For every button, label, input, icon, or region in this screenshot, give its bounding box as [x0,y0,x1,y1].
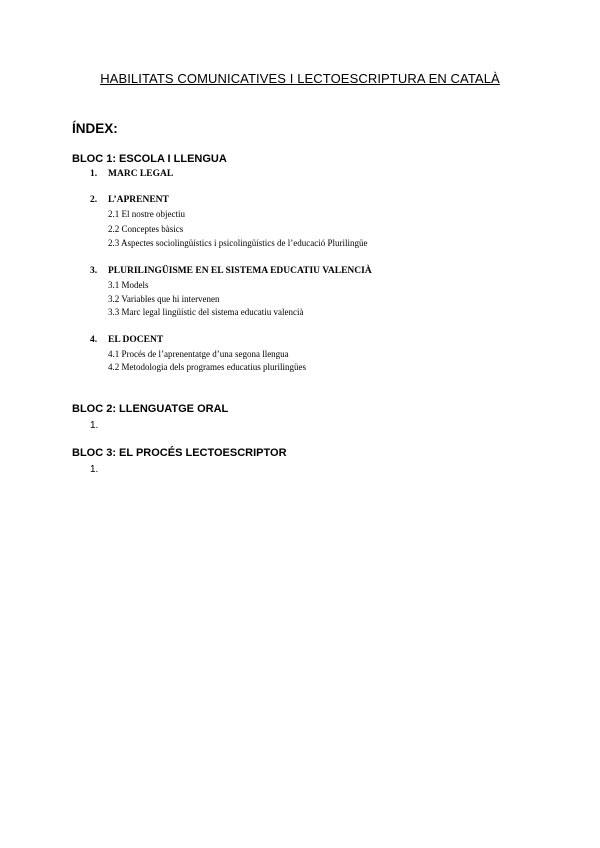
subitem: 2.3 Aspectes sociolingüístics i psicolingüístics de l’educació Plurilingüe [108,238,368,248]
item-label: EL DOCENT [108,335,164,345]
subitem: 4.1 Procés de l’aprenentatge d’una segona llengua [108,349,289,359]
item-label: L’APRENENT [108,195,169,205]
bloc-1-item-1 [90,169,173,179]
document-title: HABILITATS COMUNICATIVES I LECTOESCRIPTURA EN CATALÀ [100,71,500,86]
item-number: 3. [90,266,98,276]
item-number: 4. [90,335,98,345]
subitem: 3.2 Variables que hi intervenen [108,294,220,304]
bloc-1-item-4 [90,335,163,345]
bloc-2-heading: BLOC 2: LLENGUATGE ORAL [72,403,229,415]
bloc-1-item-3 [90,266,372,276]
item-label: PLURILINGÜISME EN EL SISTEMA EDUCATIU VALENCIÀ [108,266,372,276]
bloc-2-item-1: 1. [90,420,99,431]
index-heading: ÍNDEX: [72,121,118,136]
bloc-3-item-1: 1. [90,464,99,475]
bloc-1-heading: BLOC 1: ESCOLA I LLENGUA [72,153,227,165]
bloc-3-heading: BLOC 3: EL PROCÉS LECTOESCRIPTOR [72,447,287,459]
item-number: 1. [90,169,98,179]
subitem: 3.3 Marc legal lingüístic del sistema educatiu valencià [108,307,304,317]
subitem: 2.1 El nostre objectiu [108,209,185,219]
subitem: 4.2 Metodologia dels programes educatius plurilingües [108,362,306,372]
bloc-1-item-2 [90,195,169,205]
item-label: MARC LEGAL [108,169,174,179]
subitem: 2.2 Conceptes bàsics [108,224,184,234]
item-number: 2. [90,195,98,205]
subitem: 3.1 Models [108,280,149,290]
